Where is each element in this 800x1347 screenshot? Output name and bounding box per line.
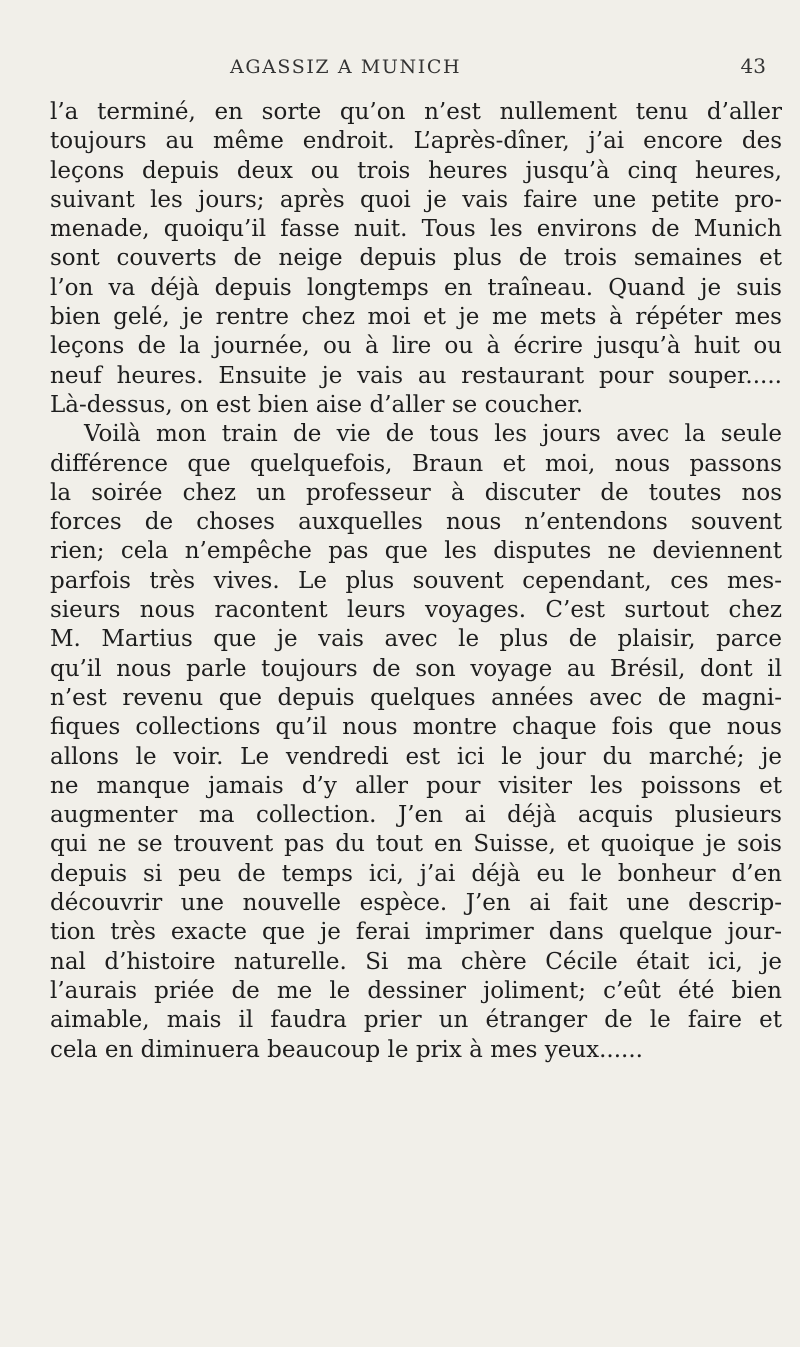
text-line: leçons de la journée, ou à lire ou à écrire jusqu’à huit ou [50, 333, 782, 360]
text-line: sieurs nous racontent leurs voyages. C’est surtout chez [50, 597, 782, 624]
text-line: n’est revenu que depuis quelques années avec de magni- [50, 684, 782, 711]
text-line: nal d’histoire naturelle. Si ma chère Cécile était ici, je [50, 948, 782, 975]
text-line: l’aurais priée de me le dessiner joliment; c’eût été bien [50, 977, 782, 1004]
text-line: qui ne se trouvent pas du tout en Suisse, et quoique je sois [50, 831, 782, 858]
text-line: rien; cela n’empêche pas que les disputes ne deviennent [50, 538, 782, 565]
text-line: ne manque jamais d’y aller pour visiter les poissons et [50, 772, 782, 799]
text-line: bien gelé, je rentre chez moi et je me mets à répéter mes [50, 304, 782, 331]
text-line: cela en diminuera beaucoup le prix à mes yeux...... [50, 1036, 643, 1063]
text-line: aimable, mais il faudra prier un étranger de le faire et [50, 1007, 782, 1034]
text-line: augmenter ma collection. J’en ai déjà acquis plusieurs [50, 802, 782, 829]
text-line: leçons depuis deux ou trois heures jusqu’à cinq heures, [50, 157, 782, 184]
text-line: différence que quelquefois, Braun et moi, nous passons [50, 450, 782, 477]
text-line: l’a terminé, en sorte qu’on n’est nullement tenu d’aller [50, 99, 782, 125]
text-line: sont couverts de neige depuis plus de trois semaines et [50, 245, 782, 272]
text-line: tion très exacte que je ferai imprimer dans quelque jour- [50, 919, 782, 946]
text-line: suivant les jours; après quoi je vais faire une petite pro- [50, 186, 782, 213]
text-line: Voilà mon train de vie de tous les jours avec la seule [84, 421, 782, 448]
text-line: la soirée chez un professeur à discuter de toutes nos [50, 479, 782, 506]
text-line: neuf heures. Ensuite je vais au restaurant pour souper..... [50, 362, 782, 389]
body-text [50, 98, 782, 1065]
page-number: 43 [740, 54, 766, 78]
text-line: toujours au même endroit. L’après-dîner, j’ai encore des [50, 128, 782, 155]
text-line: Là-dessus, on est bien aise d’aller se coucher. [50, 391, 584, 418]
text-line: forces de choses auxquelles nous n’entendons souvent [50, 509, 782, 536]
text-line: M. Martius que je vais avec le plus de plaisir, parce [50, 626, 782, 653]
text-line: fiques collections qu’il nous montre chaque fois que nous [50, 714, 782, 741]
text-line: depuis si peu de temps ici, j’ai déjà eu le bonheur d’en [50, 860, 782, 887]
text-line: allons le voir. Le vendredi est ici le jour du marché; je [50, 743, 782, 770]
running-head-title: AGASSIZ A MUNICH [230, 56, 462, 78]
text-line: menade, quoiqu’il fasse nuit. Tous les environs de Munich [50, 216, 782, 243]
text-line: découvrir une nouvelle espèce. J’en ai fait une descrip- [50, 890, 782, 917]
text-line: qu’il nous parle toujours de son voyage au Brésil, dont il [50, 655, 782, 682]
running-head [0, 56, 800, 84]
text-line: parfois très vives. Le plus souvent cependant, ces mes- [50, 567, 782, 594]
text-line: l’on va déjà depuis longtemps en traîneau. Quand je suis [50, 274, 782, 301]
